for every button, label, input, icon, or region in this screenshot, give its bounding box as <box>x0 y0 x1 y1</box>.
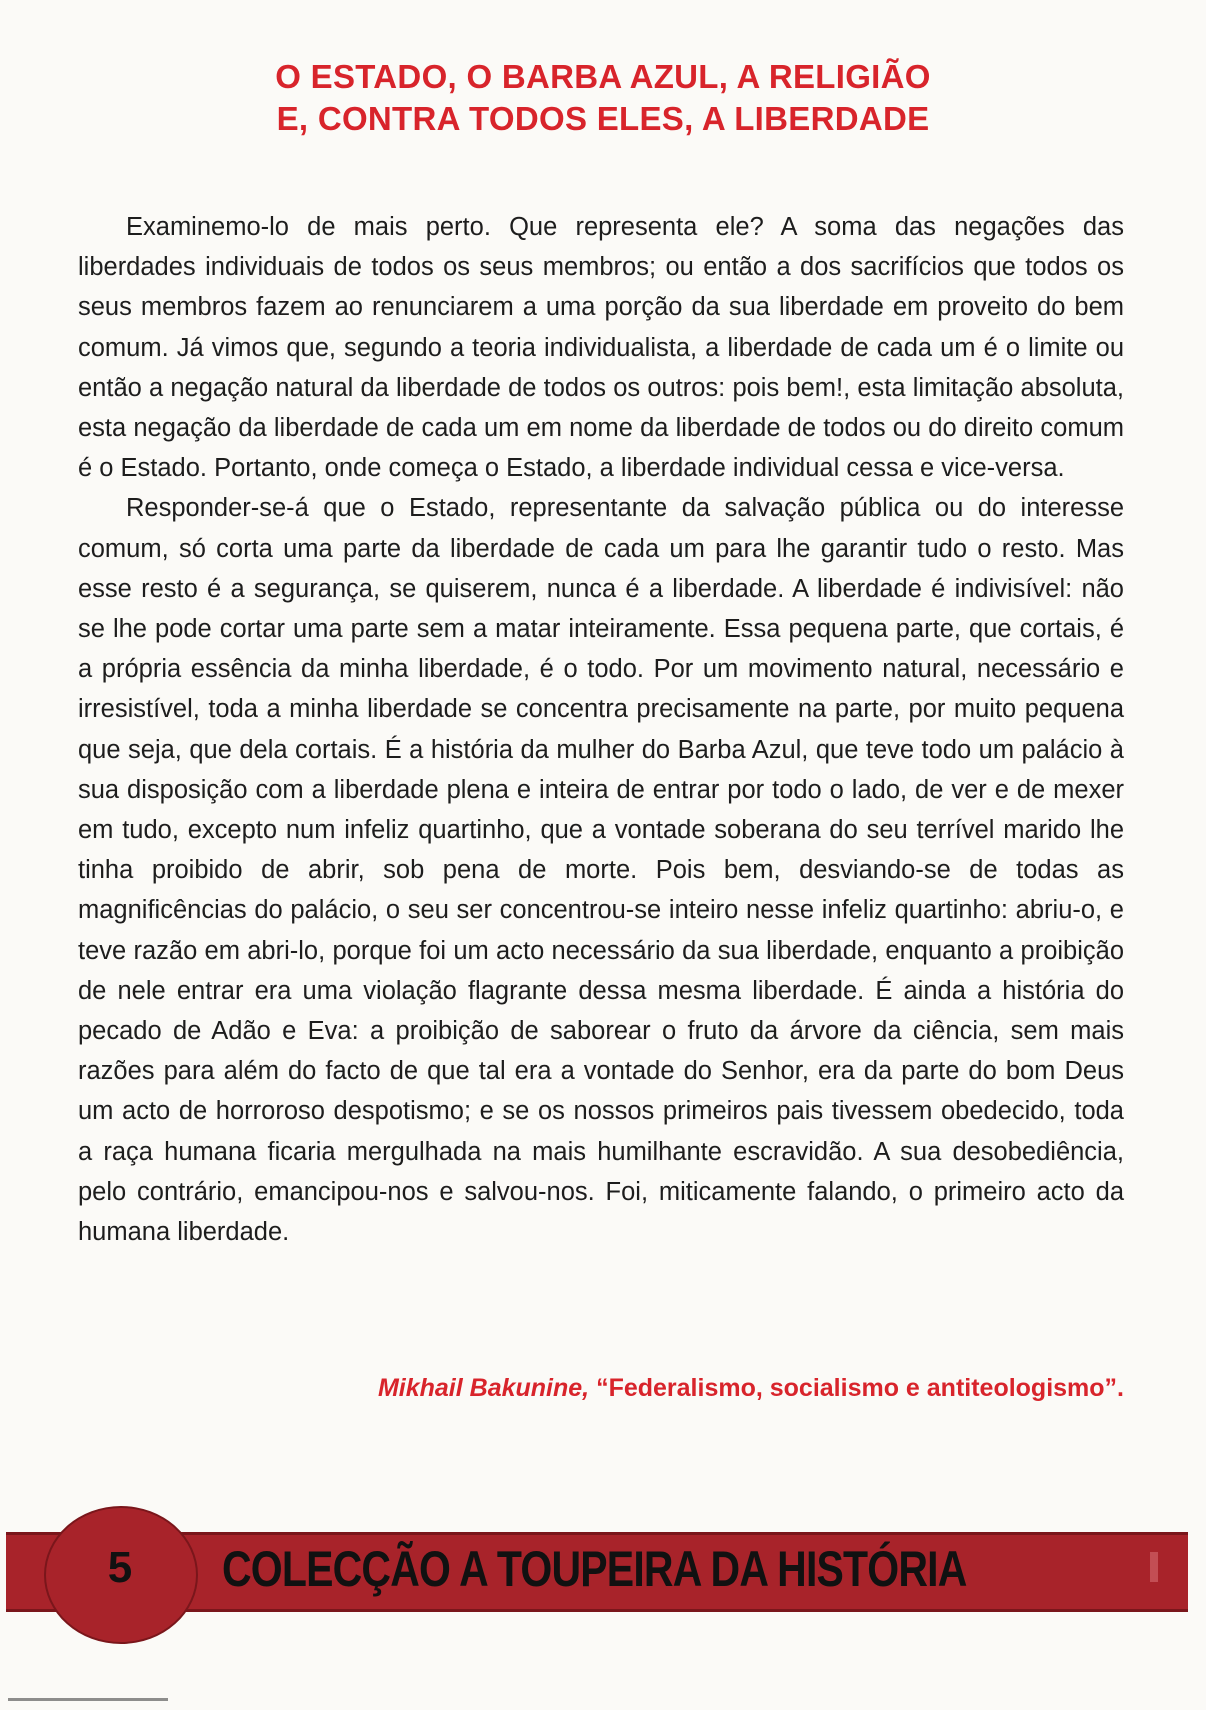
attribution-work: “Federalismo, socialismo e antiteologismo”. <box>596 1374 1124 1402</box>
page-title <box>0 56 1206 140</box>
page-title-line-1: O ESTADO, O BARBA AZUL, A RELIGIÃO <box>275 58 931 95</box>
banner-end-mark <box>1150 1552 1158 1582</box>
paragraph-2: Responder-se-á que o Estado, representante da salvação pública ou do interesse comum, só corta uma parte da liberdade de cada um para lhe garantir tudo o resto. Mas esse resto é a segurança, se quiserem, nunca é a liberdade. A liberdade é indivisível: não se lhe pode cortar uma parte sem a matar inteiramente. Essa pequena parte, que cortais, é a própria essência da minha liberdade, é o todo. Por um movimento natural, necessário e irresistível, toda a minha liberdade se concentra precisamente na parte, por muito pequena que seja, que dela cortais. É a história da mulher do Barba Azul, que teve todo um palácio à sua disposição com a liberdade plena e inteira de entrar por todo o lado, de ver e de mexer em tudo, excepto num infeliz quartinho, que a vontade soberana do seu terrível marido lhe tinha proibido de abrir, sob pena de morte. Pois bem, desviando-se de todas as magnificências do palácio, o seu ser concentrou-se inteiro nesse infeliz quartinho: abriu-o, e teve razão em abri-lo, porque foi um acto necessário da sua liberdade, enquanto a proibição de nele entrar era uma violação flagrante dessa mesma liberdade. É ainda a história do pecado de Adão e Eva: a proibição de saborear o fruto da árvore da ciência, sem mais razões para além do facto de que tal era a vontade do Senhor, era da parte do bom Deus um acto de horroroso despotismo; e se os nossos primeiros pais tivessem obedecido, toda a raça humana ficaria mergulhada na mais humilhante escravidão. A sua desobediência, pelo contrário, emancipou-nos e salvou-nos. Foi, miticamente falando, o primeiro acto da humana liberdade. <box>78 494 1124 1247</box>
page-title-line-2: E, CONTRA TODOS ELES, A LIBERDADE <box>276 100 930 137</box>
attribution-author: Mikhail Bakunine, <box>377 1374 590 1402</box>
paragraph-1: Examinemo-lo de mais perto. Que representa ele? A soma das negações das liberdades individuais de todos os seus membros; ou então a dos sacrifícios que todos os seus membros fazem ao renunciarem a uma porção da sua liberdade em proveito do bem comum. Já vimos que, segundo a teoria individualista, a liberdade de cada um é o limite ou então a negação natural da liberdade de todos os outros: pois bem!, esta limitação absoluta, esta negação da liberdade de cada um em nome da liberdade de todos ou do direito comum é o Estado. Portanto, onde começa o Estado, a liberdade individual cessa e vice-versa. <box>78 213 1124 483</box>
attribution <box>378 1372 1124 1404</box>
page-number: 5 <box>107 1543 133 1592</box>
collection-name: COLECÇÃO A TOUPEIRA DA HISTÓRIA <box>222 1541 967 1597</box>
body-text <box>78 207 1124 1252</box>
bottom-edge-line <box>8 1698 168 1701</box>
